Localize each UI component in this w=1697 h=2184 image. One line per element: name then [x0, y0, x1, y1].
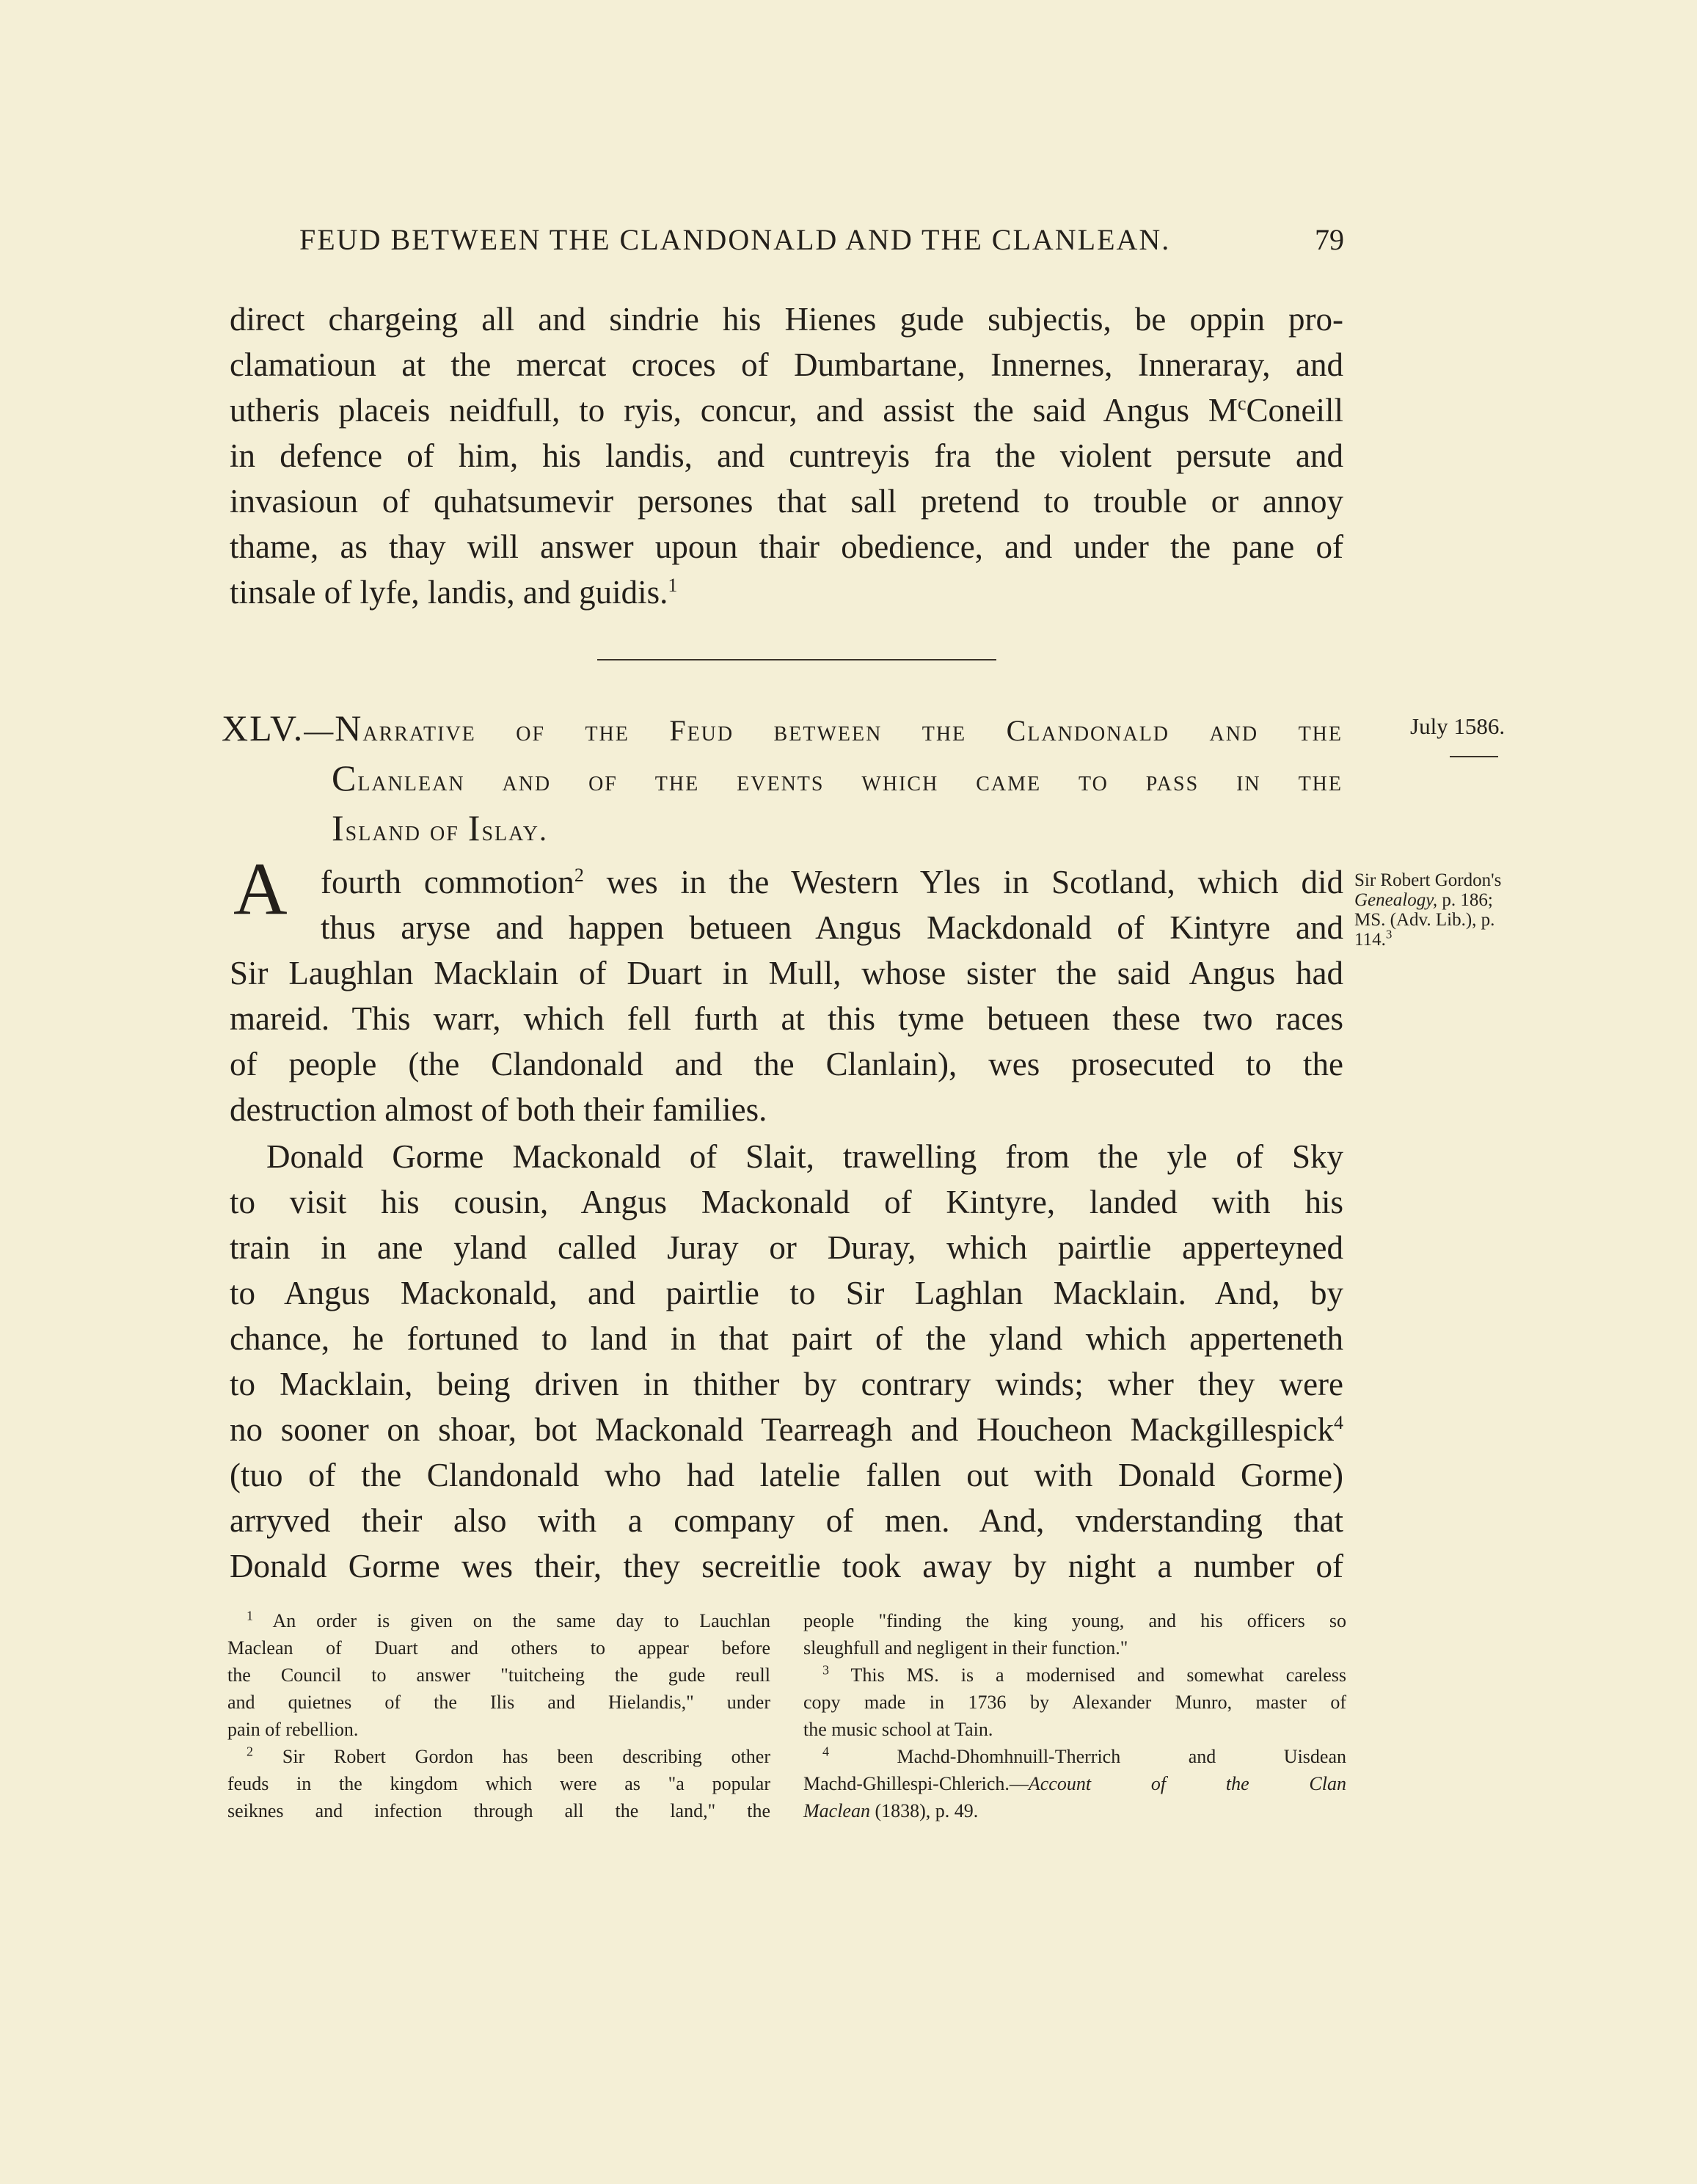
paragraph-1 [230, 859, 1343, 1132]
running-title: FEUD BETWEEN THE CLANDONALD AND THE CLANLEAN. [299, 223, 1171, 256]
superscript-c: c [1237, 393, 1247, 414]
text-line: to visit his cousin, Angus Mackonald of Kintyre, landed with his [230, 1184, 1343, 1220]
text-line: train in ane yland called Juray or Duray, which pairtlie apperteyned [230, 1229, 1343, 1266]
section-divider [597, 659, 996, 660]
heading-line: Clanlean and of the events which came to pass in the [332, 757, 1343, 798]
text-line: Donald Gorme Mackonald of Slait, trawelling from the yle of Sky [266, 1138, 1343, 1175]
text-line: chance, he fortuned to land in that pairt of the yland which apperteneth [230, 1320, 1343, 1357]
footnote-2-continued: people "finding the king young, and his officers so sleughfull and negligent in their function." [803, 1610, 1346, 1659]
running-head [299, 222, 1344, 257]
footnote-2: $^2$ Sir Robert Gordon has been describing other feuds in the kingdom which were as "a popular seiknes and infection through all the land," the [227, 1744, 770, 1821]
text-line: arryved their also with a company of men. And, vnderstanding that [230, 1502, 1343, 1539]
text-line: to Macklain, being driven in thither by contrary winds; wher they were [230, 1366, 1343, 1402]
section-heading [222, 705, 1343, 854]
text-line: of people (the Clandonald and the Clanlain), wes prosecuted to the [230, 1046, 1343, 1082]
intro-paragraph [230, 296, 1343, 615]
text-line: mareid. This warr, which fell furth at this tyme betueen these two races [230, 1000, 1343, 1037]
text-line: tinsale of lyfe, landis, and guidis.$^1$ [230, 574, 678, 611]
text-line: Sir Laughlan Macklain of Duart in Mull, whose sister the said Angus had [230, 955, 1343, 991]
text-line: thame, as thay will answer upoun thair obedience, and under the pane of [230, 528, 1343, 565]
footnote-ref-2[interactable]: 2 [574, 864, 584, 886]
text-line: no sooner on shoar, bot Mackonald Tearreagh and Houcheon Mackgillespick$^4$ [230, 1411, 1343, 1448]
footnote-ref-3[interactable]: 3 [1385, 927, 1393, 942]
text-line: fourth commotion$^2$ wes in the Western Yles in Scotland, which did [321, 864, 1343, 900]
footnotes-right-column [803, 1607, 1346, 1824]
sidenote-rule [1450, 756, 1498, 757]
heading-line: Island of Islay. [332, 807, 548, 848]
footnotes-left-column [227, 1607, 770, 1824]
text-line: to Angus Mackonald, and pairtlie to Sir Laghlan Macklain. And, by [230, 1275, 1343, 1311]
paragraph-2 [230, 1134, 1343, 1589]
footnote-4: $^4$ Machd-Dhomhnuill-Therrich and Uisdean Machd-Ghillespi-Chlerich.—Account of the Clan Maclean (1838), p. 49. [803, 1744, 1346, 1821]
text-line: in defence of him, his landis, and cuntreyis fra the violent persute and [230, 437, 1343, 474]
text-line: utheris placeis neidfull, to ryis, concur, and assist the said Angus $M^cConeill$ [230, 392, 1343, 429]
text-line: thus aryse and happen betueen Angus Mackdonald of Kintyre and [321, 909, 1343, 946]
text-line: (tuo of the Clandonald who had latelie fallen out with Donald Gorme) [230, 1457, 1343, 1493]
heading-line: XLV.—Narrative of the Feud between the Clandonald and the [222, 707, 1343, 749]
drop-cap: A [233, 848, 288, 931]
text-line: invasioun of quhatsumevir persones that sall pretend to trouble or annoy [230, 483, 1343, 520]
footnote-ref-1[interactable]: 1 [668, 575, 678, 596]
footnote-ref-4[interactable]: 4 [1334, 1412, 1343, 1433]
page-number: 79 [1315, 223, 1344, 256]
sidenote-source: Sir Robert Gordon's Genealogy, p. 186; MS. (Adv. Lib.), p. 114.$^3$ [1354, 870, 1502, 950]
text-line: destruction almost of both their families. [230, 1091, 767, 1128]
text-line: direct chargeing all and sindrie his Hienes gude subjectis, be oppin pro- [230, 301, 1343, 338]
text-line: Donald Gorme wes their, they secreitlie took away by night a number of [230, 1548, 1343, 1584]
footnote-3: $^3$ This MS. is a modernised and somewhat careless copy made in 1736 by Alexander Munro, master of the music school at Tain. [803, 1662, 1346, 1740]
text-line: clamatioun at the mercat croces of Dumbartane, Innernes, Inneraray, and [230, 346, 1343, 383]
sidenote-date: July 1586. [1410, 713, 1506, 739]
footnote-1: $^1$ An order is given on the same day to Lauchlan Maclean of Duart and others to appear before the Council to answer "tuitcheing the gude reull and quietnes of the Ilis and Hielandis," under pain of rebellion. [227, 1608, 770, 1740]
